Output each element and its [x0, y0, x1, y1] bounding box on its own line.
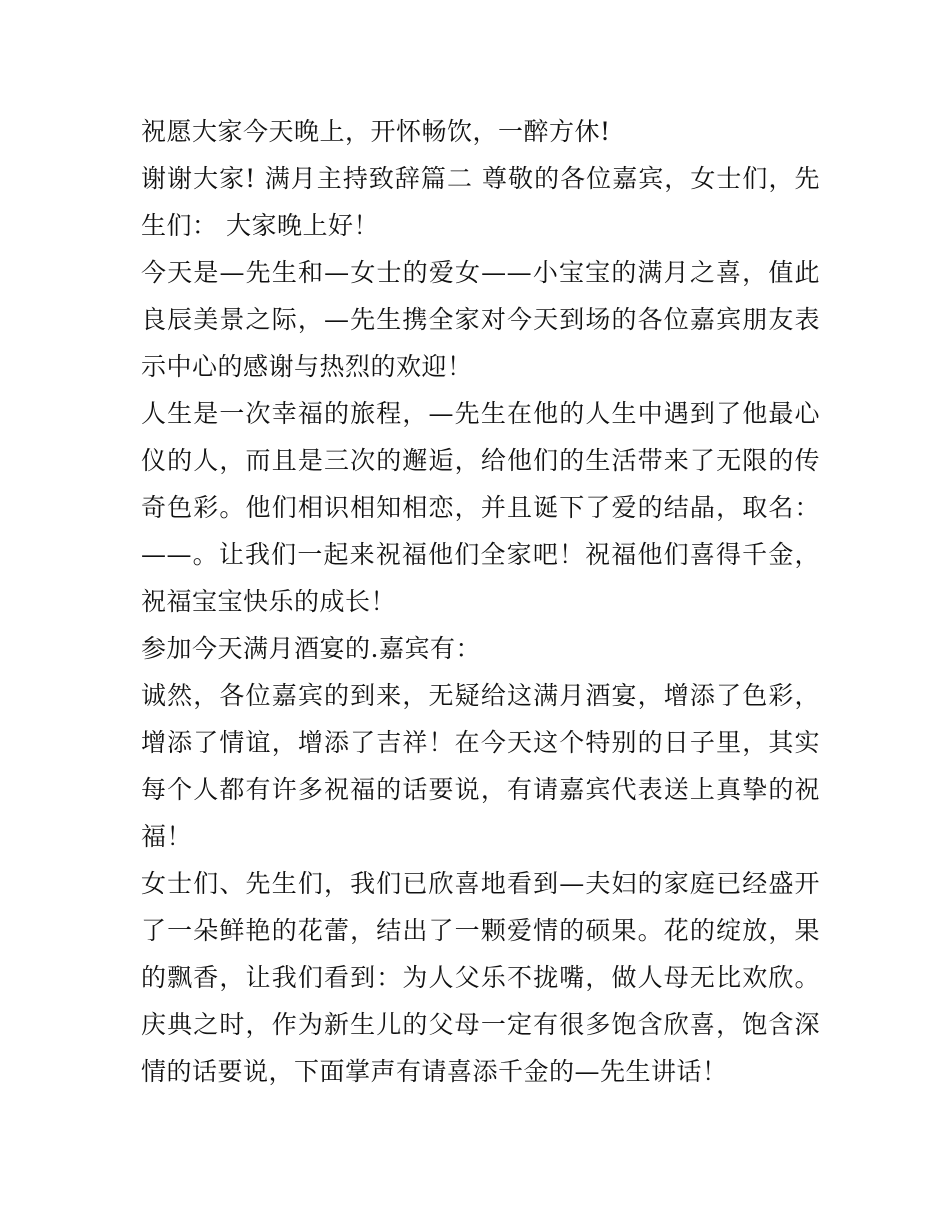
paragraph-guests: 参加今天满月酒宴的.嘉宾有：	[141, 634, 481, 663]
paragraph-welcome: 今天是—先生和—女士的爱女——小宝宝的满月之喜，值此良辰美景之际，—先生携全家对今天到场的各位嘉宾朋友表示中心的感谢与热烈的欢迎！	[141, 258, 820, 381]
paragraph-toast-closing: 祝愿大家今天晚上，开怀畅饮，一醉方休!	[141, 117, 611, 146]
paragraph-greeting: 谢谢大家! 满月主持致辞篇二 尊敬的各位嘉宾，女士们，先生们： 大家晚上好！	[141, 164, 820, 240]
paragraph-journey: 人生是一次幸福的旅程，—先生在他的人生中遇到了他最心仪的人，而且是三次的邂逅，给他们的生活带来了无限的传奇色彩。他们相识相知相恋，并且诞下了爱的结晶，取名：——。让我们一起来祝福他们全家吧！祝福他们喜得千金，祝福宝宝快乐的成长！	[141, 399, 820, 616]
paragraph-blessings: 诚然，各位嘉宾的到来，无疑给这满月酒宴，增添了色彩，增添了情谊，增添了吉祥！在今天这个特别的日子里，其实每个人都有许多祝福的话要说，有请嘉宾代表送上真挚的祝福！	[141, 681, 820, 851]
paragraph-parents-speech: 女士们、先生们，我们已欣喜地看到—夫妇的家庭已经盛开了一朵鲜艳的花蕾，结出了一颗爱情的硕果。花的绽放，果的飘香，让我们看到：为人父乐不拢嘴，做人母无比欢欣。庆典之时，作为新生儿的父母一定有很多饱含欣喜，饱含深情的话要说，下面掌声有请喜添千金的—先生讲话！	[141, 869, 820, 1086]
